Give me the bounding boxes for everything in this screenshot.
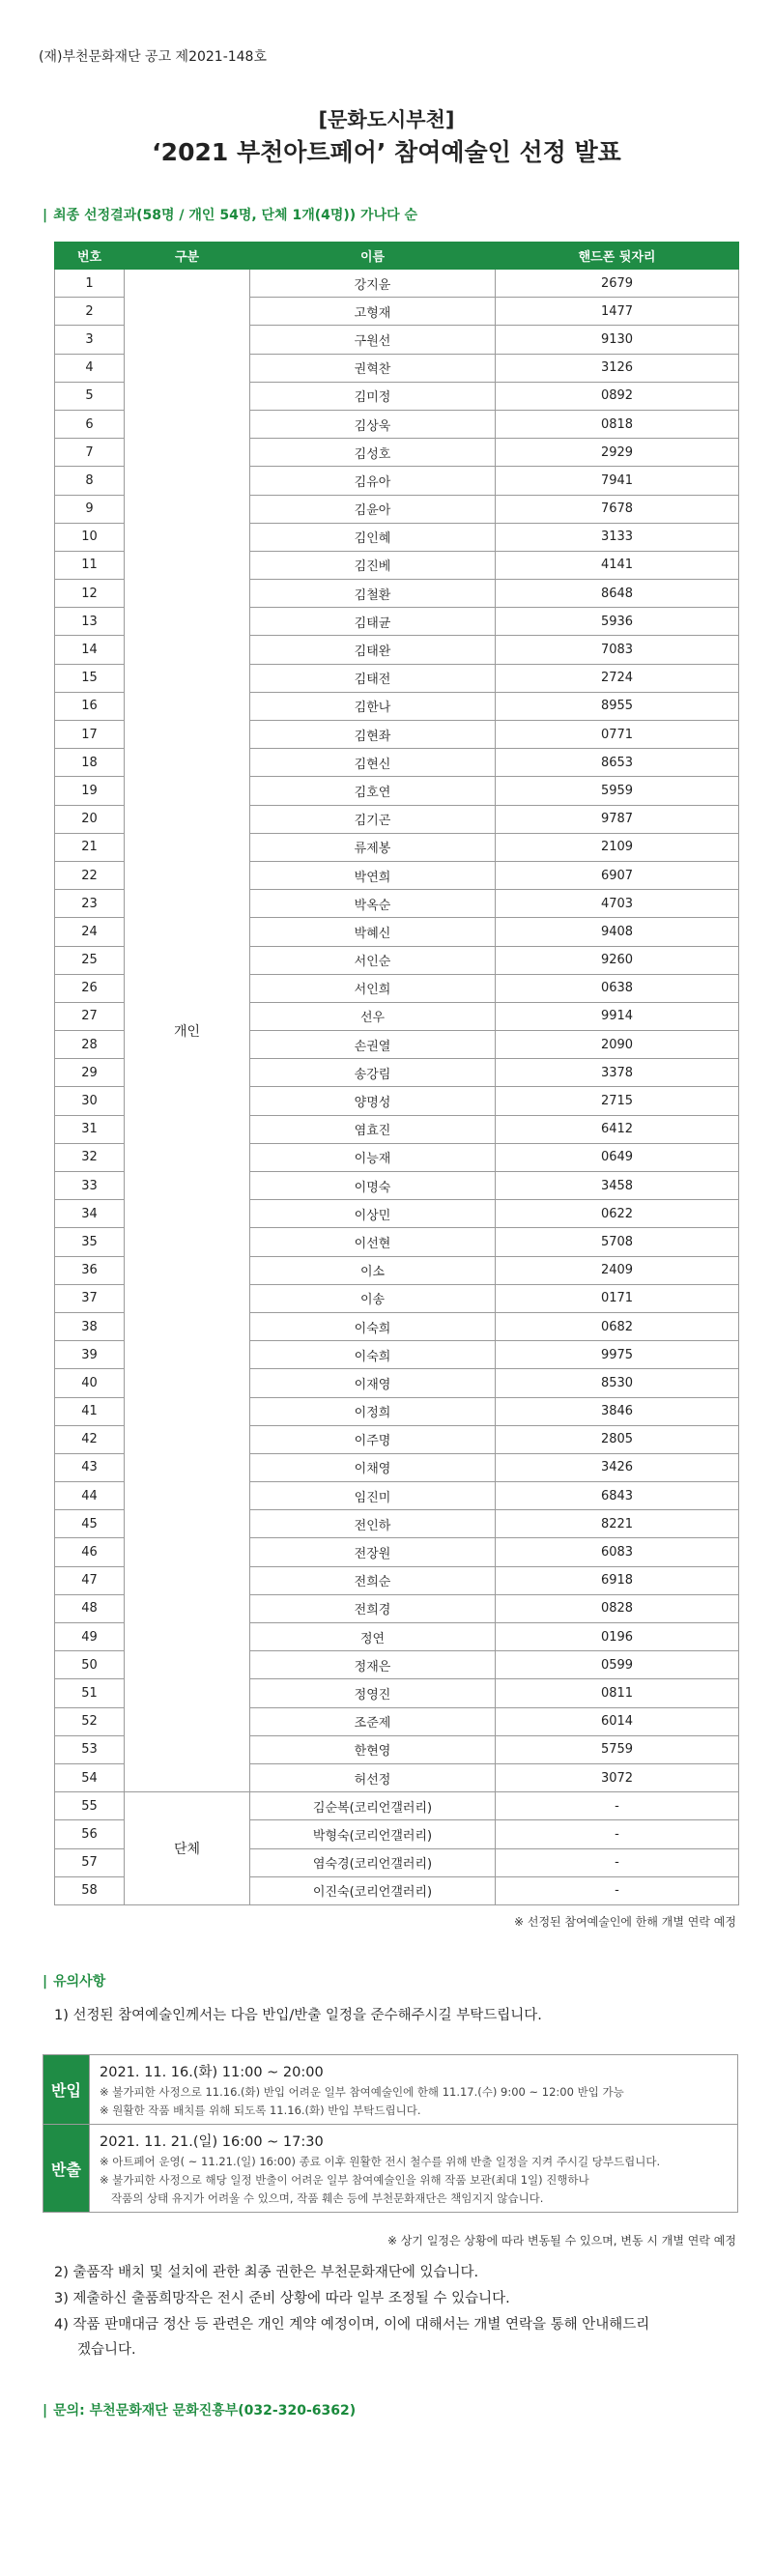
cell-no: 18 bbox=[55, 749, 125, 777]
schedule-out-time: 2021. 11. 21.(일) 16:00 ~ 17:30 bbox=[100, 2134, 324, 2151]
cell-phone: 0622 bbox=[496, 1200, 739, 1228]
cell-name: 김인혜 bbox=[250, 523, 496, 551]
cell-phone: 0649 bbox=[496, 1143, 739, 1171]
cell-phone: 9975 bbox=[496, 1341, 739, 1369]
cell-name: 선우 bbox=[250, 1002, 496, 1030]
cell-no: 30 bbox=[55, 1087, 125, 1115]
cell-no: 8 bbox=[55, 467, 125, 495]
cell-phone: 5959 bbox=[496, 777, 739, 805]
table-header-row bbox=[55, 243, 739, 270]
cell-name: 서인순 bbox=[250, 946, 496, 974]
cell-phone: 6014 bbox=[496, 1707, 739, 1735]
cell-name: 고형재 bbox=[250, 298, 496, 326]
cell-name: 이정희 bbox=[250, 1397, 496, 1425]
schedule-in-cell bbox=[90, 2055, 738, 2125]
cell-phone: 0599 bbox=[496, 1651, 739, 1679]
cell-name: 이숙희 bbox=[250, 1312, 496, 1340]
notice-number: (재)부천문화재단 공고 제2021-148호 bbox=[39, 49, 267, 65]
cell-phone: 9260 bbox=[496, 946, 739, 974]
cell-phone: 0811 bbox=[496, 1679, 739, 1707]
cell-phone: 7941 bbox=[496, 467, 739, 495]
result-table-body bbox=[55, 270, 739, 1905]
cell-phone: 2679 bbox=[496, 270, 739, 298]
cell-phone: 2109 bbox=[496, 833, 739, 861]
cell-no: 14 bbox=[55, 636, 125, 664]
page-title: ‘2021 부천아트페어’ 참여예술인 선정 발표 bbox=[152, 138, 621, 166]
cell-no: 24 bbox=[55, 918, 125, 946]
cell-name: 류제봉 bbox=[250, 833, 496, 861]
cell-no: 49 bbox=[55, 1623, 125, 1651]
schedule-out-label: 반출 bbox=[43, 2125, 90, 2213]
cell-no: 46 bbox=[55, 1538, 125, 1566]
cell-no: 54 bbox=[55, 1763, 125, 1791]
cell-no: 13 bbox=[55, 608, 125, 636]
cell-name: 김미정 bbox=[250, 382, 496, 410]
cell-name: 이진숙(코리언갤러리) bbox=[250, 1876, 496, 1904]
cell-group: 개인 bbox=[125, 270, 250, 1792]
cell-phone: 2409 bbox=[496, 1256, 739, 1284]
cell-phone: 1477 bbox=[496, 298, 739, 326]
cell-no: 32 bbox=[55, 1143, 125, 1171]
cell-no: 1 bbox=[55, 270, 125, 298]
cell-phone: 0892 bbox=[496, 382, 739, 410]
cell-no: 38 bbox=[55, 1312, 125, 1340]
schedule-out-note-3: 작품의 상태 유지가 어려울 수 있으며, 작품 훼손 등에 부천문화재단은 책임지지 않습니다. bbox=[111, 2190, 544, 2205]
cell-no: 10 bbox=[55, 523, 125, 551]
cell-phone: 2724 bbox=[496, 664, 739, 692]
cell-group: 단체 bbox=[125, 1792, 250, 1905]
cell-phone: 0818 bbox=[496, 410, 739, 438]
cell-phone: - bbox=[496, 1792, 739, 1820]
cell-name: 이재영 bbox=[250, 1369, 496, 1397]
cell-phone: 8653 bbox=[496, 749, 739, 777]
cell-name: 허선정 bbox=[250, 1763, 496, 1791]
cell-no: 40 bbox=[55, 1369, 125, 1397]
cell-no: 36 bbox=[55, 1256, 125, 1284]
cell-no: 37 bbox=[55, 1284, 125, 1312]
cell-no: 35 bbox=[55, 1228, 125, 1256]
cell-phone: 2090 bbox=[496, 1031, 739, 1059]
cell-no: 39 bbox=[55, 1341, 125, 1369]
cell-phone: 5936 bbox=[496, 608, 739, 636]
cell-phone: 3378 bbox=[496, 1059, 739, 1087]
header-name: 이름 bbox=[250, 243, 496, 270]
cell-no: 15 bbox=[55, 664, 125, 692]
schedule-row-out bbox=[43, 2125, 738, 2213]
cell-name: 이숙희 bbox=[250, 1341, 496, 1369]
notes-heading-text: 유의사항 bbox=[53, 1974, 106, 1989]
cell-no: 58 bbox=[55, 1876, 125, 1904]
cell-name: 김현좌 bbox=[250, 721, 496, 749]
cell-phone: 0171 bbox=[496, 1284, 739, 1312]
cell-phone: 9130 bbox=[496, 326, 739, 354]
cell-no: 9 bbox=[55, 495, 125, 523]
schedule-out-note-2: ※ 불가피한 사정으로 해당 일정 반출이 어려운 일부 참여예술인을 위해 작품 보관(최대 1일) 진행하나 bbox=[100, 2173, 589, 2188]
cell-phone: 6918 bbox=[496, 1566, 739, 1594]
cell-phone: 6843 bbox=[496, 1482, 739, 1510]
cell-phone: 8221 bbox=[496, 1510, 739, 1538]
cell-name: 김태전 bbox=[250, 664, 496, 692]
cell-phone: 7083 bbox=[496, 636, 739, 664]
cell-name: 김순복(코리언갤러리) bbox=[250, 1792, 496, 1820]
cell-no: 28 bbox=[55, 1031, 125, 1059]
cell-name: 조준제 bbox=[250, 1707, 496, 1735]
cell-name: 정재은 bbox=[250, 1651, 496, 1679]
section-bar-icon: | bbox=[43, 208, 48, 223]
cell-name: 김성호 bbox=[250, 439, 496, 467]
schedule-in-note-2: ※ 원활한 작품 배치를 위해 되도록 11.16.(화) 반입 부탁드립니다. bbox=[100, 2103, 421, 2117]
cell-no: 21 bbox=[55, 833, 125, 861]
cell-phone: 6907 bbox=[496, 861, 739, 889]
cell-name: 강지윤 bbox=[250, 270, 496, 298]
cell-name: 김철환 bbox=[250, 580, 496, 608]
cell-name: 권혁찬 bbox=[250, 354, 496, 382]
cell-no: 23 bbox=[55, 890, 125, 918]
schedule-table bbox=[43, 2054, 738, 2213]
cell-no: 55 bbox=[55, 1792, 125, 1820]
page-subtitle: [문화도시부천] bbox=[318, 108, 455, 131]
cell-name: 김한나 bbox=[250, 692, 496, 720]
cell-name: 한현영 bbox=[250, 1735, 496, 1763]
note-1: 1) 선정된 참여예술인께서는 다음 반입/반출 일정을 준수해주시길 부탁드립니다. bbox=[54, 2008, 542, 2023]
cell-name: 이채영 bbox=[250, 1453, 496, 1481]
cell-no: 20 bbox=[55, 805, 125, 833]
cell-name: 김현신 bbox=[250, 749, 496, 777]
cell-no: 33 bbox=[55, 1172, 125, 1200]
cell-name: 염효진 bbox=[250, 1115, 496, 1143]
cell-phone: 0828 bbox=[496, 1594, 739, 1622]
cell-phone: 8955 bbox=[496, 692, 739, 720]
cell-phone: 8530 bbox=[496, 1369, 739, 1397]
cell-no: 42 bbox=[55, 1425, 125, 1453]
cell-name: 김호연 bbox=[250, 777, 496, 805]
cell-no: 57 bbox=[55, 1848, 125, 1876]
header-group: 구분 bbox=[125, 243, 250, 270]
cell-no: 41 bbox=[55, 1397, 125, 1425]
result-heading bbox=[43, 205, 417, 224]
cell-name: 김진베 bbox=[250, 551, 496, 579]
cell-name: 임진미 bbox=[250, 1482, 496, 1510]
cell-phone: 9914 bbox=[496, 1002, 739, 1030]
cell-no: 47 bbox=[55, 1566, 125, 1594]
cell-name: 이선현 bbox=[250, 1228, 496, 1256]
table-footnote: ※ 선정된 참여예술인에 한해 개별 연락 예정 bbox=[513, 1915, 736, 1929]
header-no: 번호 bbox=[55, 243, 125, 270]
cell-phone: - bbox=[496, 1876, 739, 1904]
cell-phone: 4141 bbox=[496, 551, 739, 579]
cell-name: 양명성 bbox=[250, 1087, 496, 1115]
table-row bbox=[55, 1792, 739, 1820]
cell-no: 29 bbox=[55, 1059, 125, 1087]
cell-phone: - bbox=[496, 1820, 739, 1848]
cell-name: 서인희 bbox=[250, 974, 496, 1002]
cell-phone: 3133 bbox=[496, 523, 739, 551]
cell-phone: 2929 bbox=[496, 439, 739, 467]
cell-name: 박혜신 bbox=[250, 918, 496, 946]
note-3: 3) 제출하신 출품희망작은 전시 준비 상황에 따라 일부 조정될 수 있습니다. bbox=[54, 2291, 510, 2306]
cell-name: 김태균 bbox=[250, 608, 496, 636]
cell-name: 정영진 bbox=[250, 1679, 496, 1707]
cell-no: 12 bbox=[55, 580, 125, 608]
cell-phone: 6083 bbox=[496, 1538, 739, 1566]
cell-no: 5 bbox=[55, 382, 125, 410]
cell-phone: 3846 bbox=[496, 1397, 739, 1425]
cell-no: 31 bbox=[55, 1115, 125, 1143]
cell-no: 11 bbox=[55, 551, 125, 579]
cell-name: 이상민 bbox=[250, 1200, 496, 1228]
cell-phone: 8648 bbox=[496, 580, 739, 608]
cell-phone: 9408 bbox=[496, 918, 739, 946]
note-4-continued: 겠습니다. bbox=[77, 2342, 136, 2358]
cell-no: 53 bbox=[55, 1735, 125, 1763]
cell-name: 이송 bbox=[250, 1284, 496, 1312]
cell-name: 김유아 bbox=[250, 467, 496, 495]
cell-no: 45 bbox=[55, 1510, 125, 1538]
cell-no: 51 bbox=[55, 1679, 125, 1707]
cell-phone: 3426 bbox=[496, 1453, 739, 1481]
cell-no: 7 bbox=[55, 439, 125, 467]
cell-name: 전인하 bbox=[250, 1510, 496, 1538]
cell-phone: 5708 bbox=[496, 1228, 739, 1256]
cell-phone: 6412 bbox=[496, 1115, 739, 1143]
notes-heading bbox=[43, 1971, 105, 1990]
cell-name: 박형숙(코리언갤러리) bbox=[250, 1820, 496, 1848]
cell-phone: 7678 bbox=[496, 495, 739, 523]
cell-name: 김기곤 bbox=[250, 805, 496, 833]
cell-no: 17 bbox=[55, 721, 125, 749]
cell-phone: 0771 bbox=[496, 721, 739, 749]
cell-name: 박옥순 bbox=[250, 890, 496, 918]
note-4: 4) 작품 판매대금 정산 등 관련은 개인 계약 예정이며, 이에 대해서는 개별 연락을 통해 안내해드리 bbox=[54, 2317, 650, 2333]
cell-name: 전희경 bbox=[250, 1594, 496, 1622]
contact-heading bbox=[43, 2400, 356, 2419]
cell-no: 22 bbox=[55, 861, 125, 889]
cell-phone: 0638 bbox=[496, 974, 739, 1002]
cell-phone: 3072 bbox=[496, 1763, 739, 1791]
schedule-out-cell bbox=[90, 2125, 738, 2213]
note-2: 2) 출품작 배치 및 설치에 관한 최종 권한은 부천문화재단에 있습니다. bbox=[54, 2265, 479, 2280]
cell-no: 26 bbox=[55, 974, 125, 1002]
cell-name: 전장원 bbox=[250, 1538, 496, 1566]
cell-name: 이명숙 bbox=[250, 1172, 496, 1200]
cell-no: 52 bbox=[55, 1707, 125, 1735]
cell-name: 김윤아 bbox=[250, 495, 496, 523]
cell-no: 25 bbox=[55, 946, 125, 974]
contact-text: 문의: 부천문화재단 문화진흥부(032-320-6362) bbox=[53, 2403, 357, 2419]
cell-name: 전희순 bbox=[250, 1566, 496, 1594]
cell-phone: 3126 bbox=[496, 354, 739, 382]
schedule-in-note-1: ※ 불가피한 사정으로 11.16.(화) 반입 어려운 일부 참여예술인에 한해 11.17.(수) 9:00 ~ 12:00 반입 가능 bbox=[100, 2085, 624, 2099]
cell-name: 이능재 bbox=[250, 1143, 496, 1171]
table-row bbox=[55, 270, 739, 298]
cell-phone: 2715 bbox=[496, 1087, 739, 1115]
cell-name: 손권열 bbox=[250, 1031, 496, 1059]
cell-phone: 0196 bbox=[496, 1623, 739, 1651]
cell-name: 박연희 bbox=[250, 861, 496, 889]
cell-phone: 2805 bbox=[496, 1425, 739, 1453]
cell-name: 염숙경(코리언갤러리) bbox=[250, 1848, 496, 1876]
cell-no: 2 bbox=[55, 298, 125, 326]
cell-name: 김태완 bbox=[250, 636, 496, 664]
schedule-in-time: 2021. 11. 16.(화) 11:00 ~ 20:00 bbox=[100, 2065, 324, 2080]
cell-name: 이주명 bbox=[250, 1425, 496, 1453]
cell-phone: 4703 bbox=[496, 890, 739, 918]
cell-no: 56 bbox=[55, 1820, 125, 1848]
schedule-row-in bbox=[43, 2055, 738, 2125]
cell-name: 송강림 bbox=[250, 1059, 496, 1087]
cell-phone: 3458 bbox=[496, 1172, 739, 1200]
cell-phone: 9787 bbox=[496, 805, 739, 833]
schedule-in-label: 반입 bbox=[43, 2055, 90, 2125]
cell-name: 정연 bbox=[250, 1623, 496, 1651]
cell-name: 구원선 bbox=[250, 326, 496, 354]
cell-no: 6 bbox=[55, 410, 125, 438]
section-bar-icon: | bbox=[43, 2403, 48, 2419]
cell-no: 48 bbox=[55, 1594, 125, 1622]
cell-no: 43 bbox=[55, 1453, 125, 1481]
cell-name: 김상욱 bbox=[250, 410, 496, 438]
schedule-out-note-1: ※ 아트페어 운영( ~ 11.21.(일) 16:00) 종료 이후 원활한 전시 철수를 위해 반출 일정을 지켜 주시길 당부드립니다. bbox=[100, 2155, 661, 2169]
section-bar-icon: | bbox=[43, 1974, 48, 1989]
cell-phone: 5759 bbox=[496, 1735, 739, 1763]
cell-no: 27 bbox=[55, 1002, 125, 1030]
cell-no: 44 bbox=[55, 1482, 125, 1510]
cell-no: 19 bbox=[55, 777, 125, 805]
schedule-footnote: ※ 상기 일정은 상황에 따라 변동될 수 있으며, 변동 시 개별 연락 예정 bbox=[386, 2234, 736, 2247]
cell-phone: - bbox=[496, 1848, 739, 1876]
cell-no: 50 bbox=[55, 1651, 125, 1679]
cell-phone: 0682 bbox=[496, 1312, 739, 1340]
result-table bbox=[54, 242, 739, 1905]
cell-no: 34 bbox=[55, 1200, 125, 1228]
cell-no: 3 bbox=[55, 326, 125, 354]
result-heading-text: 최종 선정결과(58명 / 개인 54명, 단체 1개(4명)) 가나다 순 bbox=[53, 208, 418, 223]
cell-no: 16 bbox=[55, 692, 125, 720]
cell-name: 이소 bbox=[250, 1256, 496, 1284]
header-phone: 핸드폰 뒷자리 bbox=[496, 243, 739, 270]
cell-no: 4 bbox=[55, 354, 125, 382]
